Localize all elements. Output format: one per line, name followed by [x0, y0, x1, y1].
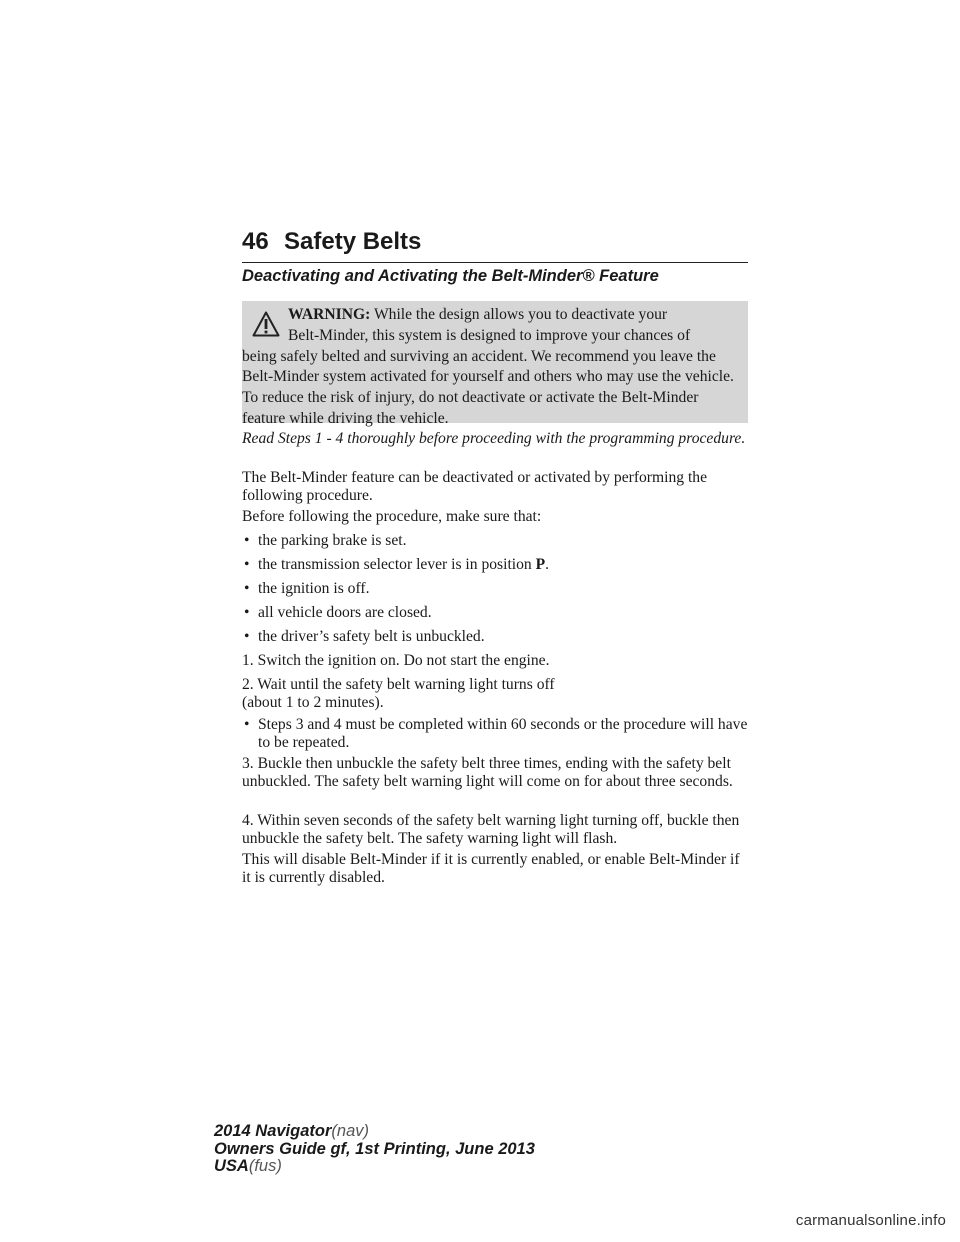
checklist-item: the ignition is off. [258, 580, 370, 597]
footer-model: 2014 Navigator [214, 1122, 332, 1140]
warning-box [242, 301, 748, 427]
step-4: 4. Within seven seconds of the safety belt warning light turning off, buckle then unbuckle the safety belt. The safety warning light will flash. [242, 812, 740, 847]
warning-line-2: Belt-Minder, this system is designed to improve your chances of [288, 326, 691, 344]
note-text: Read Steps 1 - 4 thoroughly before proceeding with the programming procedure. [242, 430, 746, 447]
closing-text: This will disable Belt-Minder if it is currently enabled, or enable Belt-Minder if it is currently disabled. [242, 851, 740, 886]
checklist-item: the driver’s safety belt is unbuckled. [258, 628, 485, 645]
page-number: 46 [242, 228, 269, 255]
intro-text: The Belt-Minder feature can be deactivated or activated by performing the following procedure. [242, 469, 708, 504]
bullet-icon: • [244, 532, 250, 549]
warning-body: being safely belted and surviving an accident. We recommend you leave the Belt-Minder system activated for yourself and others who may use the vehicle. To reduce the risk of injury, do not deactivate or activate the Belt-Minder feature while driving the vehicle. [242, 347, 734, 427]
footer-market-code: (fus) [248, 1157, 282, 1175]
step-1: 1. Switch the ignition on. Do not start the engine. [242, 652, 550, 669]
step-2-line-1: 2. Wait until the safety belt warning light turns off [242, 676, 555, 693]
footer [214, 1123, 535, 1176]
checklist-item: all vehicle doors are closed. [258, 604, 432, 621]
bullet-icon: • [244, 716, 250, 733]
bullet-icon: • [244, 556, 250, 573]
step-3: 3. Buckle then unbuckle the safety belt three times, ending with the safety belt unbuckled. The safety belt warning light will come on for about three seconds. [242, 755, 733, 790]
position-value: P [535, 556, 546, 573]
checklist-item: the transmission selector lever is in position P. [258, 556, 550, 573]
step-2-line-2: (about 1 to 2 minutes). [242, 693, 384, 711]
footer-guide-info: Owners Guide gf, 1st Printing, June 2013 [214, 1139, 535, 1158]
bullet-icon: • [244, 628, 250, 645]
warning-label: WARNING: [288, 306, 371, 323]
warning-line-1: While the design allows you to deactivate your [373, 306, 668, 323]
footer-model-code: (nav) [331, 1122, 369, 1140]
bullet-icon: • [244, 604, 250, 621]
section-heading: Deactivating and Activating the Belt-Minder® Feature [242, 267, 659, 285]
step-2 [242, 676, 752, 711]
footer-market: USA [214, 1157, 249, 1175]
warning-text [242, 305, 742, 430]
checklist-item: the parking brake is set. [258, 532, 407, 549]
watermark: carmanualsonline.info [795, 1212, 946, 1229]
bullet-icon: • [244, 580, 250, 597]
checklist-item-text: the transmission selector lever is in position [258, 556, 532, 573]
page-header [242, 226, 748, 263]
page-title: Safety Belts [284, 228, 422, 255]
before-heading: Before following the procedure, make sure that: [242, 508, 542, 525]
step-bullet-note: Steps 3 and 4 must be completed within 60 seconds or the procedure will have to be repeated. [258, 716, 748, 751]
